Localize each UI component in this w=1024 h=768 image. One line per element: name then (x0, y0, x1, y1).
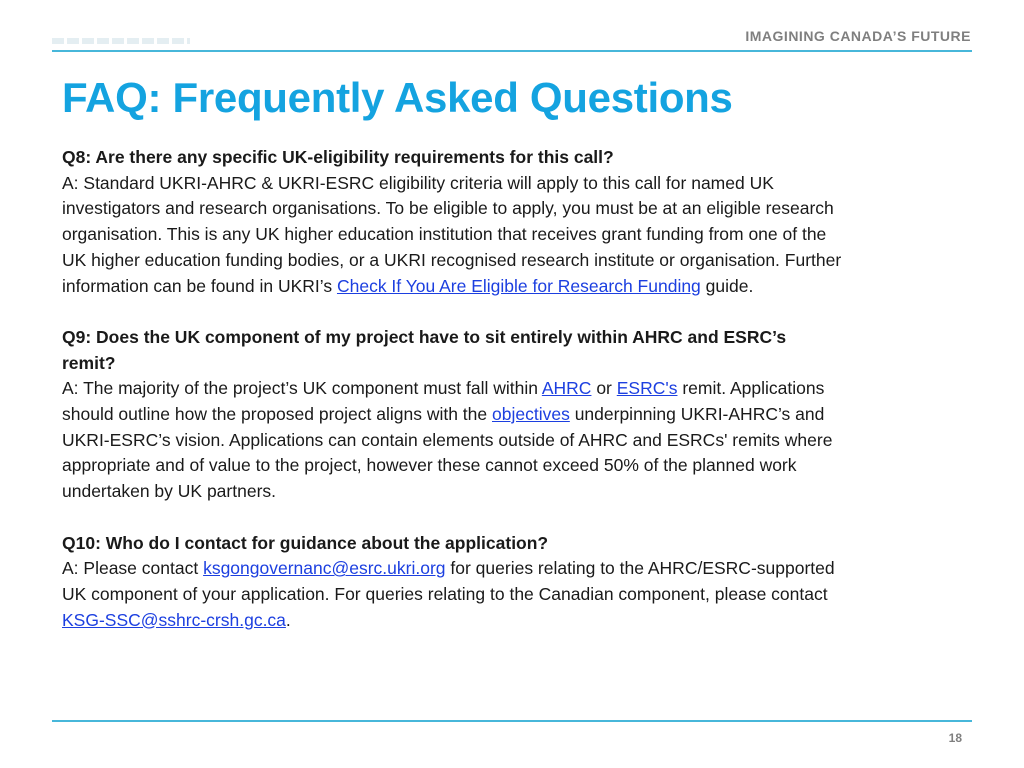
answer-q9-text-1: A: The majority of the project’s UK component must fall within (62, 378, 542, 399)
objectives-link[interactable]: objectives (492, 404, 570, 425)
check-eligibility-link[interactable]: Check If You Are Eligible for Research Funding (336, 275, 701, 296)
answer-q8-text-1: A: Standard UKRI-AHRC & UKRI-ESRC eligibility criteria will apply to this call for named UK investigators and research organisations. To be eligible to apply, you must be at an eligible research organisation. This is any UK higher education institution that receives grant funding from one of the UK higher education funding bodies, or a UKRI recognised research institute or organisation. Further information can be found in UKRI’s (62, 172, 842, 296)
faq-item-q8 (62, 145, 842, 299)
answer-q10-text-2: for queries relating to the AHRC/ESRC-supported UK component of your application. For queries relating to the Canadian component, please contact (62, 558, 835, 604)
esrc-email-link[interactable]: ksgongovernanc@esrc.ukri.org (203, 558, 446, 579)
answer-q9-text-4: underpinning UKRI-AHRC’s and UKRI-ESRC’s vision. Applications can contain elements outside of AHRC and ESRCs' remits where appropriate and of value to the project, however these cannot exceed 50% of the planned work undertaken by UK partners. (62, 404, 833, 502)
question-q8: Q8: Are there any specific UK-eligibility requirements for this call? (62, 147, 614, 167)
question-q10: Q10: Who do I contact for guidance about the application? (62, 532, 549, 553)
esrc-link[interactable]: ESRC's (616, 378, 678, 399)
footer-rule (52, 720, 972, 722)
answer-q9-text-2: or (591, 378, 617, 399)
faq-content (62, 145, 842, 659)
sshrc-email-link[interactable]: KSG-SSC@sshrc-crsh.gc.ca (62, 609, 286, 630)
faded-logo (52, 38, 190, 44)
header-title: IMAGINING CANADA’S FUTURE (745, 28, 971, 44)
faq-item-q9 (62, 325, 842, 505)
page-number: 18 (948, 731, 962, 745)
ahrc-link[interactable]: AHRC (541, 378, 592, 399)
question-q9: Q9: Does the UK component of my project have to sit entirely within AHRC and ESRC’s remit? (62, 326, 787, 373)
header-rule (52, 50, 972, 52)
answer-q10-text-1: A: Please contact (62, 558, 204, 579)
answer-q8-text-2: guide. (700, 275, 754, 296)
answer-q10-text-3: . (285, 609, 291, 630)
faq-item-q10 (62, 531, 842, 634)
answer-q9-text-3: remit. Applications should outline how the proposed project aligns with the (62, 378, 825, 425)
page-title: FAQ: Frequently Asked Questions (62, 74, 733, 121)
